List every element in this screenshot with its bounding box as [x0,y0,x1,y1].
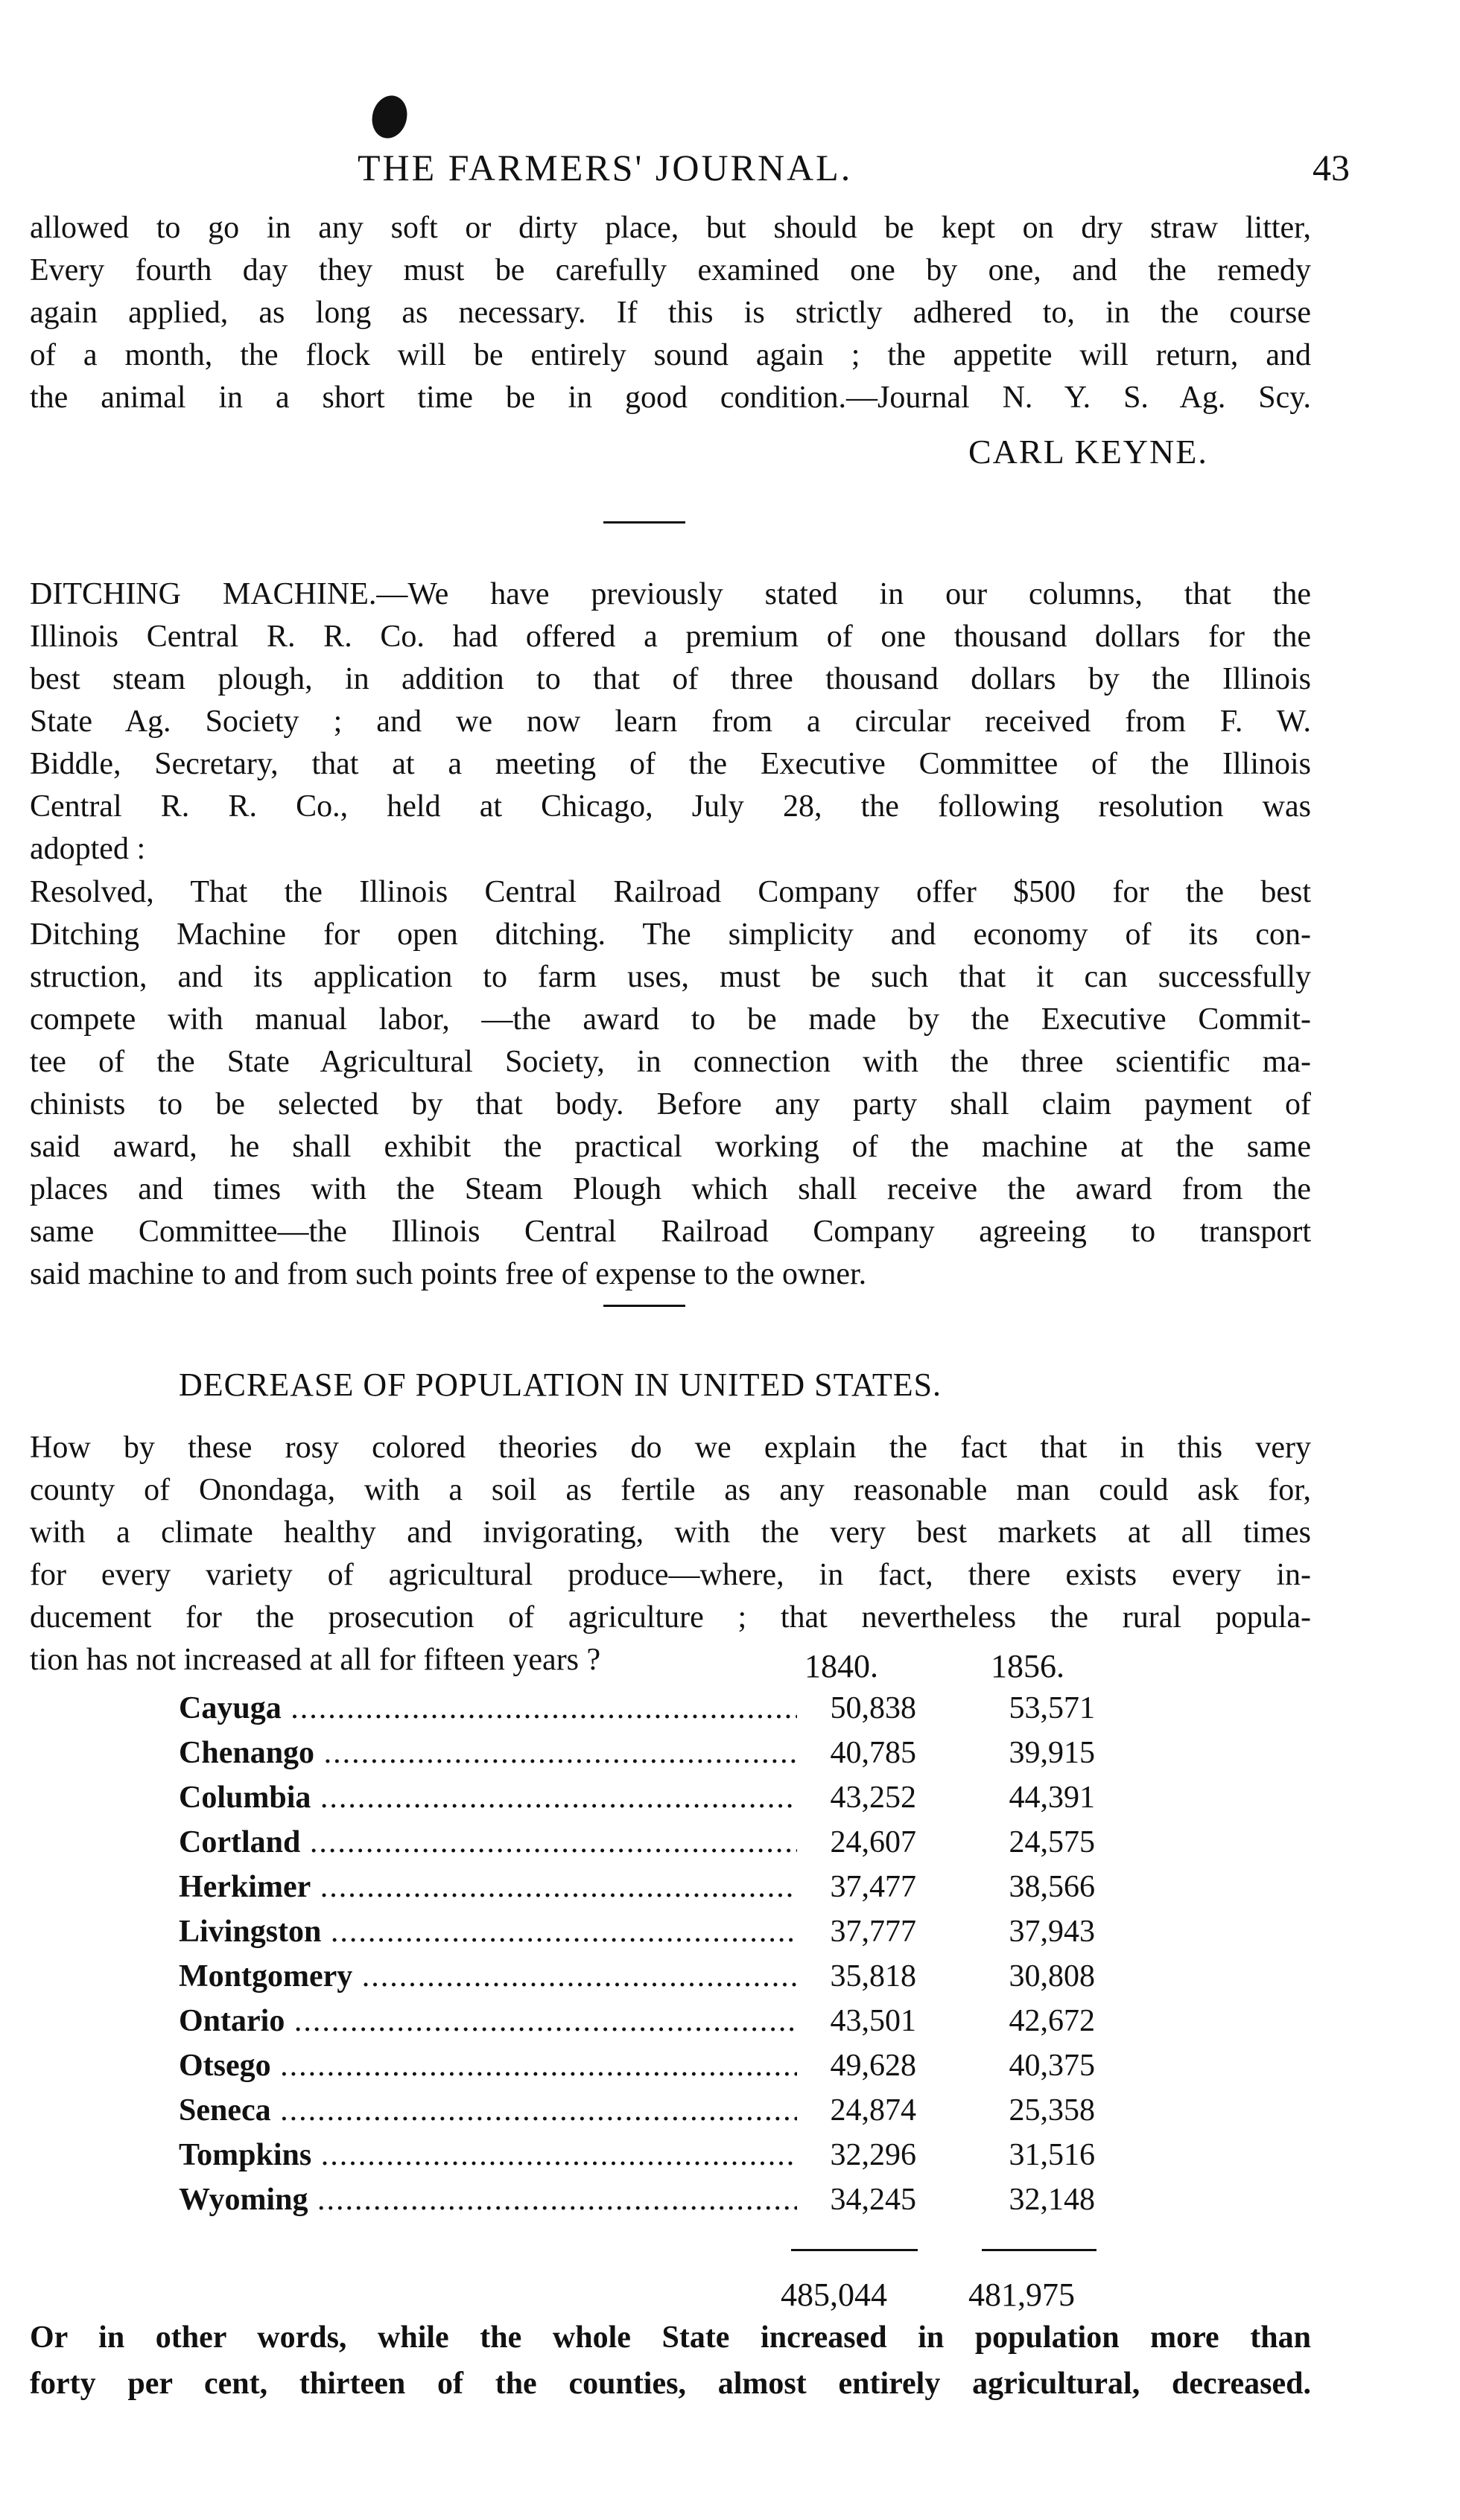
value-1856: 39,915 [1009,1736,1095,1770]
value-1856: 53,571 [1009,1691,1095,1725]
value-1840: 43,252 [830,1781,916,1815]
value-1856: 30,808 [1009,1959,1095,1994]
value-1840: 24,607 [830,1825,916,1859]
table-row [179,1780,1147,1824]
text-line: compete with manual labor, —the award to be made by the Executive Commit- [30,1002,1311,1037]
running-title: THE FARMERS' JOURNAL. [358,147,853,188]
resolution-paragraph [30,871,1311,1296]
text-line: tion has not increased at all for fifteen years ? [30,1643,601,1677]
text-line: said award, he shall exhibit the practical working of the machine at the same [30,1130,1311,1164]
value-1840: 34,245 [830,2183,916,2217]
text-line: county of Onondaga, with a soil as fertile as any reasonable man could ask for, [30,1473,1311,1507]
value-1840: 40,785 [830,1736,916,1770]
county-name: Ontario ..... [179,2003,797,2039]
text-line: struction, and its application to farm uses, must be such that it can successfully [30,960,1311,994]
value-1840: 35,818 [830,1959,916,1994]
table-row [179,1914,1147,1959]
total-1856: 481,975 [968,2276,1075,2313]
text-line: DITCHING MACHINE.—We have previously stated in our columns, that the [30,577,1311,611]
value-1840: 37,477 [830,1870,916,1904]
value-1840: 37,777 [830,1915,916,1949]
section-divider [603,521,685,524]
text-line: Ditching Machine for open ditching. The simplicity and economy of its con- [30,917,1311,952]
table-row [179,1959,1147,2003]
value-1840: 24,874 [830,2093,916,2128]
table-row [179,2048,1147,2093]
text-line: chinists to be selected by that body. Before any party shall claim payment of [30,1087,1311,1121]
text-line: best steam plough, in addition to that of three thousand dollars by the Illinois [30,662,1311,696]
text-line: said machine to and from such points free of expense to the owner. [30,1257,867,1291]
county-name: Wyoming ..... [179,2182,797,2218]
county-name: Cayuga ..... [179,1690,797,1726]
county-name: Otsego ..... [179,2048,797,2084]
table-row [179,1690,1147,1735]
table-row [179,2137,1147,2182]
value-1856: 31,516 [1009,2138,1095,2172]
county-name: Chenango ..... [179,1735,797,1771]
value-1856: 40,375 [1009,2049,1095,2083]
value-1840: 43,501 [830,2004,916,2038]
text-line: for every variety of agricultural produce—where, in fact, there exists every in- [30,1558,1311,1592]
text-line: places and times with the Steam Plough which shall receive the award from the [30,1172,1311,1206]
ink-blot [367,92,411,142]
section-divider [603,1305,685,1307]
closing-paragraph [30,2314,1311,2407]
value-1840: 32,296 [830,2138,916,2172]
total-rule-1856 [982,2249,1096,2251]
text-line: Every fourth day they must be carefully examined one by one, and the remedy [30,253,1311,287]
value-1856: 38,566 [1009,1870,1095,1904]
text-line: Or in other words, while the whole State increased in population more than [30,2320,1311,2355]
value-1856: 25,358 [1009,2093,1095,2128]
table-row [179,2003,1147,2048]
text-line: with a climate healthy and invigorating, with the very best markets at all times [30,1515,1311,1550]
ditching-paragraph [30,573,1311,871]
total-rule-1840 [791,2249,918,2251]
text-line: ducement for the prosecution of agriculture ; that nevertheless the rural popula- [30,1600,1311,1635]
text-line: Resolved, That the Illinois Central Railroad Company offer $500 for the best [30,875,1311,909]
county-name: Cortland ..... [179,1824,797,1860]
table-row [179,2093,1147,2137]
county-name: Seneca ..... [179,2093,797,2128]
section-heading: DECREASE OF POPULATION IN UNITED STATES. [179,1366,942,1403]
value-1856: 37,943 [1009,1915,1095,1949]
table-row [179,1824,1147,1869]
county-name: Tompkins ..... [179,2137,797,2173]
text-line: of a month, the flock will be entirely sound again ; the appetite will return, and [30,338,1311,372]
column-header-1856: 1856. [991,1648,1064,1684]
text-line: Illinois Central R. R. Co. had offered a premium of one thousand dollars for the [30,620,1311,654]
value-1840: 50,838 [830,1691,916,1725]
text-line: allowed to go in any soft or dirty place, but should be kept on dry straw litter, [30,211,1311,245]
text-line: State Ag. Society ; and we now learn from a circular received from F. W. [30,704,1311,739]
table-row [179,2182,1147,2227]
signature: CARL KEYNE. [968,433,1208,471]
text-line: Biddle, Secretary, that at a meeting of the Executive Committee of the Illinois [30,747,1311,781]
table-row [179,1869,1147,1914]
value-1856: 44,391 [1009,1781,1095,1815]
value-1840: 49,628 [830,2049,916,2083]
text-line: the animal in a short time be in good condition.—Journal N. Y. S. Ag. Scy. [30,381,1311,415]
column-header-1840: 1840. [804,1648,878,1684]
text-line: again applied, as long as necessary. If this is strictly adhered to, in the course [30,296,1311,330]
text-line: adopted : [30,832,146,866]
population-paragraph [30,1427,1311,1681]
text-line: same Committee—the Illinois Central Railroad Company agreeing to transport [30,1215,1311,1249]
table-row [179,1735,1147,1780]
value-1856: 32,148 [1009,2183,1095,2217]
county-name: Montgomery ..... [179,1959,797,1994]
value-1856: 24,575 [1009,1825,1095,1859]
text-line: Central R. R. Co., held at Chicago, July 28, the following resolution was [30,789,1311,824]
population-table [179,1690,1147,2227]
page-number: 43 [1313,147,1350,188]
county-name: Columbia ..... [179,1780,797,1816]
total-1840: 485,044 [781,2276,887,2313]
text-line: tee of the State Agricultural Society, in connection with the three scientific ma- [30,1045,1311,1079]
text-line: How by these rosy colored theories do we explain the fact that in this very [30,1431,1311,1465]
text-line: forty per cent, thirteen of the counties, almost entirely agricultural, decreased. [30,2367,1311,2401]
sheep-remedy-paragraph [30,207,1311,419]
county-name: Herkimer ..... [179,1869,797,1905]
county-name: Livingston ..... [179,1914,797,1950]
value-1856: 42,672 [1009,2004,1095,2038]
